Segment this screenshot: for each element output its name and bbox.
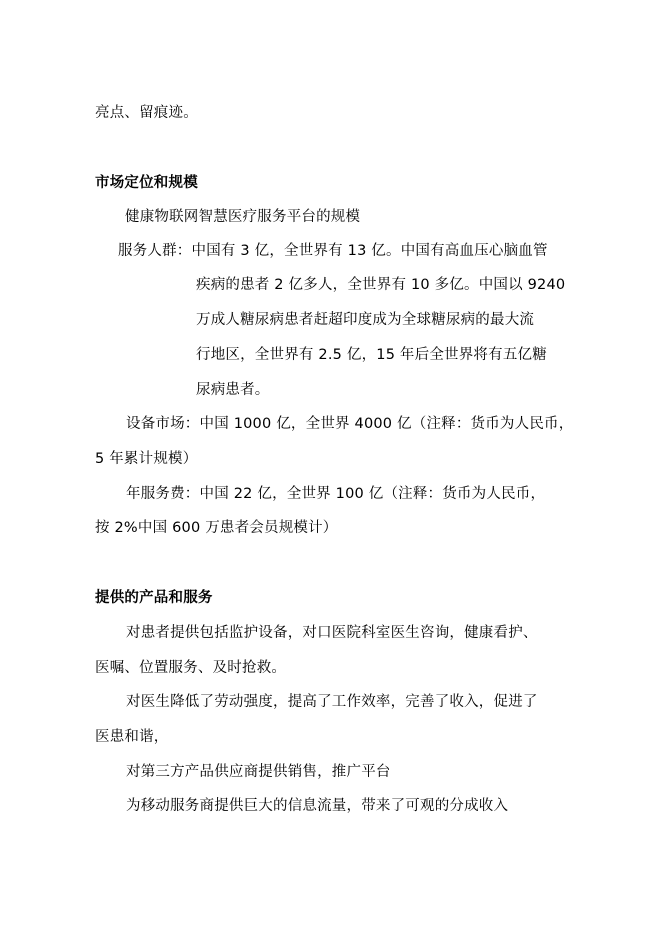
text-line-service-fee: 年服务费：中国 22 亿，全世界 100 亿（注释：货币为人民币， xyxy=(126,486,546,502)
section-heading-products: 提供的产品和服务 xyxy=(95,590,213,606)
text-line-service-fee-2: 按 2%中国 600 万患者会员规模计） xyxy=(95,520,338,536)
text-line-population: 服务人群：中国有 3 亿，全世界有 13 亿。中国有高血压心脑血管 xyxy=(118,243,548,259)
text-line-third-party: 对第三方产品供应商提供销售，推广平台 xyxy=(126,764,391,780)
text-line-intro: 亮点、留痕迹。 xyxy=(95,105,198,121)
text-line-population-4: 行地区，全世界有 2.5 亿，15 年后全世界将有五亿糖 xyxy=(196,347,547,363)
text-line-doctors-2: 医患和谐， xyxy=(95,729,169,745)
text-line-mobile-service: 为移动服务商提供巨大的信息流量，带来了可观的分成收入 xyxy=(126,798,509,814)
text-line-device-market-2: 5 年累计规模） xyxy=(95,451,198,467)
text-line-population-2: 疾病的患者 2 亿多人，全世界有 10 多亿。中国以 9240 xyxy=(196,277,566,293)
text-line-population-3: 万成人糖尿病患者赶超印度成为全球糖尿病的最大流 xyxy=(196,312,535,328)
section-heading-market: 市场定位和规模 xyxy=(95,175,198,191)
text-line-scale-title: 健康物联网智慧医疗服务平台的规模 xyxy=(125,209,361,225)
text-line-device-market: 设备市场：中国 1000 亿，全世界 4000 亿（注释：货币为人民币， xyxy=(126,416,574,432)
text-line-population-5: 尿病患者。 xyxy=(196,382,270,398)
text-line-patients: 对患者提供包括监护设备，对口医院科室医生咨询，健康看护、 xyxy=(126,625,538,641)
text-line-doctors: 对医生降低了劳动强度，提高了工作效率，完善了收入，促进了 xyxy=(126,694,538,710)
text-line-patients-2: 医嘱、位置服务、及时抢救。 xyxy=(95,660,287,676)
